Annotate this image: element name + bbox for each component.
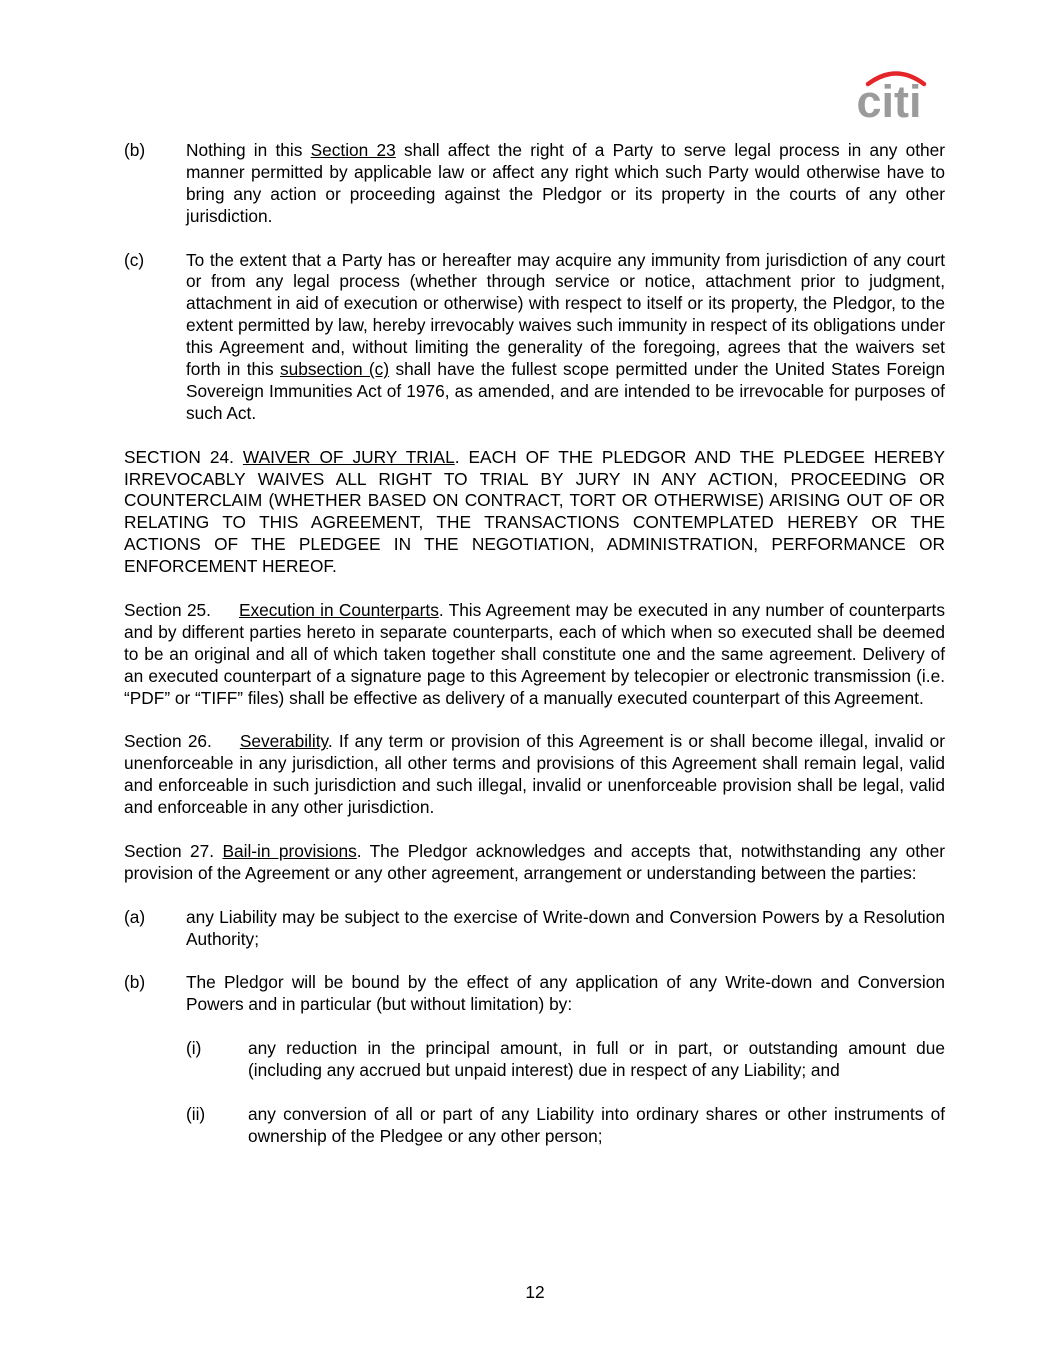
item-label: (ii) [186, 1103, 206, 1124]
section-text: . EACH OF THE PLEDGOR AND THE PLEDGEE HEREBY IRREVOCABLY WAIVES ALL RIGHT TO TRIAL BY JURY IN ANY ACTION, PROCEEDING OR COUNTERCLAIM (WHETHER BASED ON CONTRACT, TORT OR OTHERWISE) ARISING OUT OF OR RELATING TO THIS AGREEMENT, THE TRANSACTIONS CONTEMPLATED HEREBY OR THE ACTIONS OF THE PLEDGEE IN THE NEGOTIATION, ADMINISTRATION, PERFORMANCE OR ENFORCEMENT HEREOF. [124, 446, 945, 577]
subsection-c-link[interactable]: subsection (c) [279, 359, 390, 380]
item-label: (b) [124, 140, 146, 160]
section-27 [124, 841, 945, 885]
section-title: Severability [239, 731, 328, 752]
item-label: (a) [124, 906, 146, 927]
section-title: Bail-in provisions [222, 840, 357, 861]
list-item-ii [186, 1104, 945, 1148]
section-24 [124, 447, 945, 578]
item-text: any reduction in the principal amount, in full or in part, or outstanding amount due (including any accrued but unpaid interest) due in respect of any Liability; and [248, 1038, 945, 1080]
item-label: (b) [124, 972, 146, 993]
item-text: The Pledgor will be bound by the effect of any application of any Write-down and Conversion Powers and in particular (but without limitation) by: [186, 972, 945, 1015]
section-23-link[interactable]: Section 23 [310, 140, 396, 160]
section-26 [124, 731, 945, 819]
section-number: SECTION 24. [124, 446, 234, 467]
item-text: any conversion of all or part of any Liability into ordinary shares or other instruments of ownership of the Pledgee or any other person; [248, 1103, 945, 1146]
item-label: (i) [186, 1038, 202, 1059]
item-text: Nothing in this Section 23 shall affect the right of a Party to serve legal process in any other manner permitted by applicable law or affect any right which such Party would otherwise have to bring any action or proceeding against the Pledgor or its property in the courts of any other jurisdiction. [186, 140, 946, 226]
section-title: Execution in Counterparts [238, 599, 439, 620]
citi-logo [851, 70, 927, 122]
item-text: To the extent that a Party has or hereafter may acquire any immunity from jurisdiction of any court or from any legal process (whether through service or notice, attachment prior to judgment, attachment in aid of execution or otherwise) with respect to itself or its property, the Pledgor, to the extent permitted by law, hereby irrevocably waives such immunity in respect of its obligations under this Agreement and, without limiting the generality of the foregoing, agrees that the waivers set forth in this subsection (c) shall have the fullest scope permitted under the United States Foreign Sovereign Immunities Act of 1976, as amended, and are intended to be irrevocable for purposes of such Act. [186, 249, 945, 423]
list-item-b [124, 140, 945, 228]
item-text: any Liability may be subject to the exercise of Write-down and Conversion Powers by a Resolution Authority; [186, 906, 945, 949]
page-number: 12 [525, 1282, 545, 1302]
section-text: . This Agreement may be executed in any number of counterparts and by different parties hereto in separate counterparts, each of which when so executed shall be deemed to be an original and all of which taken together shall constitute one and the same agreement. Delivery of an executed counterpart of a signature page to this Agreement by telecopier or electronic transmission (i.e. “PDF” or “TIFF” files) shall be effective as delivery of a manually executed counterpart of this Agreement. [124, 599, 945, 708]
section-number: Section 27. [124, 840, 215, 861]
section-text: . If any term or provision of this Agreement is or shall become illegal, invalid or unenforceable in any jurisdiction, all other terms and provisions of this Agreement shall remain legal, valid and enforceable in such jurisdiction and such illegal, invalid or unenforceable provision shall be legal, valid and enforceable in any other jurisdiction. [124, 731, 945, 818]
section-text: . The Pledgor acknowledges and accepts that, notwithstanding any other provision of the Agreement or any other agreement, arrangement or understanding between the parties: [124, 840, 946, 883]
section-25 [124, 600, 945, 710]
list-item-b [124, 972, 945, 1016]
section-number: Section 26. [124, 731, 212, 752]
document-body [124, 140, 945, 1169]
section-title: WAIVER OF JURY TRIAL [242, 446, 455, 467]
list-item-a [124, 907, 945, 951]
list-item-i [186, 1038, 945, 1082]
list-item-c [124, 250, 945, 425]
section-number: Section 25. [124, 599, 211, 620]
citi-logo-graphic [851, 70, 927, 122]
item-label: (c) [124, 249, 145, 270]
svg-text:citi: citi [856, 76, 922, 122]
